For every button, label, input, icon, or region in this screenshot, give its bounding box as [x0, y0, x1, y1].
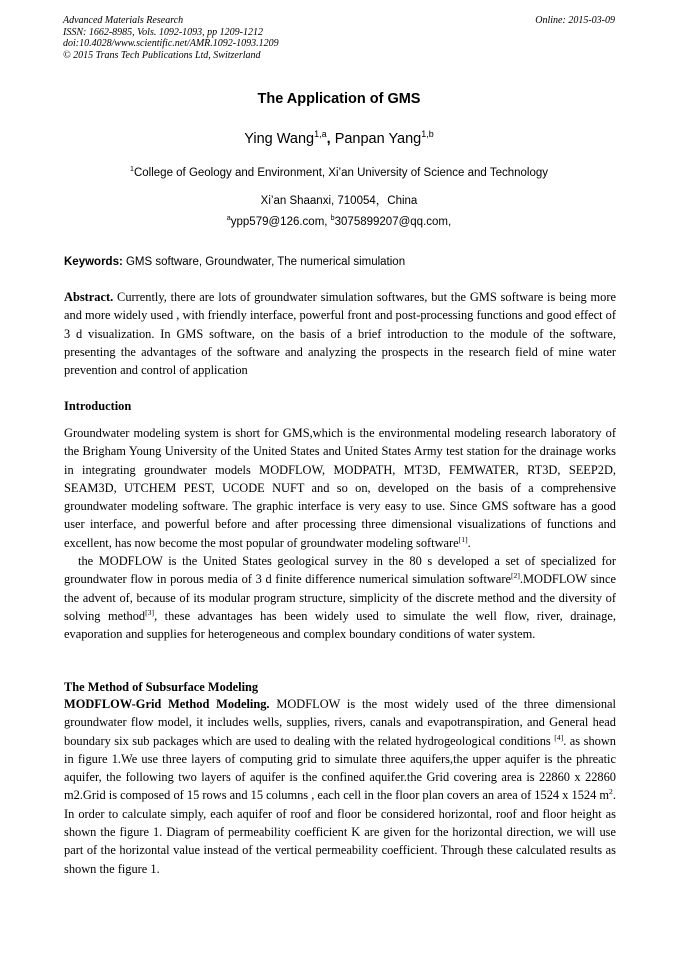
- author-1-affil: 1,a: [314, 129, 327, 140]
- area-unit-sup: 2: [609, 787, 613, 797]
- author-separator: ,: [326, 131, 335, 147]
- method-paragraph: MODFLOW-Grid Method Modeling. MODFLOW is the most widely used of the three dimensional groundwater flow model, it includes wells, supplies, rivers, canals and evapotranspiration, and General head boundary six sub packages which are used to dealing with the related hydrogeological conditions [4]. as shown in figure 1.We use three layers of computing grid to simulate three aquifers,the upper aquifer is the phreatic aquifer, the following two layers of aquifer is the confined aquifer.the Grid covering area is 22860 x 22860 m2.Grid is composed of 15 rows and 15 columns , each cell in the floor plan covers an area of 1524 x 1524 $m^2$. In order to calculate simply, each aquifer of roof and floor be considered horizontal, roof and floor height as shown the figure 1. Diagram of permeability coefficient K are given for the horizontal direction, we will use part of the horizontal value instead of the vertical permeability coefficient. Through these calculated results as shown the figure 1.: [64, 697, 617, 876]
- affiliation-sup: 1: [130, 165, 134, 174]
- author-2: Panpan Yang: [334, 131, 422, 147]
- online-date: Online: 2015-03-09: [535, 15, 615, 26]
- email-a-sup: a: [226, 214, 231, 223]
- journal-doi: doi:10.4028/www.scientific.net/AMR.1092-1093.1209: [63, 38, 279, 50]
- citation-4: [4]: [554, 732, 564, 742]
- keywords: [64, 256, 616, 268]
- email-b: 3075899207@qq.com,: [334, 216, 452, 228]
- abstract-text: Currently, there are lots of groundwater simulation softwares, but the GMS software is being more and more widely used , with friendly interface, powerful front and post-processing functions and good effect of 3 d visualization. In GMS software, on the basis of a brief introduction to the module of the software, presenting the advantages of the software and analyzing the prospects in the research field of mine water prevention and control of application: [64, 290, 616, 378]
- author-line: [0, 131, 678, 147]
- affiliation-line-1: [0, 167, 678, 179]
- method-heading: The Method of Subsurface Modeling: [64, 680, 259, 694]
- introduction-heading: Introduction: [64, 399, 132, 413]
- email-a: ypp579@126.com,: [230, 216, 331, 228]
- abstract-label: Abstract.: [64, 290, 114, 304]
- method-subheading: MODFLOW-Grid Method Modeling.: [64, 697, 270, 711]
- keywords-text: GMS software, Groundwater, The numerical simulation: [122, 256, 406, 268]
- citation-2: [2]: [510, 571, 520, 581]
- affiliation-text: College of Geology and Environment, Xi’an University of Science and Technology: [133, 167, 548, 179]
- introduction-body: [64, 424, 616, 644]
- affiliation-line-2: Xi’an Shaanxi, 710054，China: [260, 195, 418, 207]
- journal-name: Advanced Materials Research: [63, 15, 184, 26]
- author-2-affil: 1,b: [421, 129, 434, 140]
- journal-issn: ISSN: 1662-8985, Vols. 1092-1093, pp 1209-1212: [63, 26, 263, 38]
- citation-1: [1]: [458, 534, 468, 544]
- introduction-paragraph-2: the MODFLOW is the United States geological survey in the 80 s developed a set of specialized for groundwater flow in porous media of 3 d finite difference numerical simulation software[2].MODFLOW since the advent of, because of its modular program structure, simplicity of the discrete method and the diversity of solving method[3], these advantages has been widely used to simulate the well flow, river, drainage, evaporation and supplies for heterogeneous and complex boundary conditions of water system.: [64, 554, 616, 642]
- method-body: [64, 695, 616, 878]
- email-line: [0, 216, 678, 228]
- introduction-paragraph-1: Groundwater modeling system is short for GMS,which is the environmental modeling research laboratory of the Brigham Young University of the United States and United States Army test station for the drainage works in integrating groundwater models MODFLOW, MODPATH, MT3D, FEMWATER, RT3D, SEEP2D, SEAM3D, UTCHEM PEST, UCODE NUFT and so on, developed on the basis of a comprehensive groundwater modeling software. The graphic interface is very easy to use. Since GMS software has a good user interface, and powerful before and after processing three dimensional visualizations of functions and excellent, has now become the most popular of groundwater modeling software[1].: [64, 426, 616, 550]
- citation-3: [3]: [145, 607, 155, 617]
- author-1: Ying Wang: [244, 131, 315, 147]
- abstract: [64, 288, 616, 379]
- paper-title: The Application of GMS: [257, 91, 421, 107]
- journal-header: [63, 15, 615, 61]
- journal-copyright: © 2015 Trans Tech Publications Ltd, Switzerland: [63, 49, 261, 61]
- keywords-label: Keywords:: [64, 256, 123, 268]
- email-b-sup: b: [330, 214, 335, 223]
